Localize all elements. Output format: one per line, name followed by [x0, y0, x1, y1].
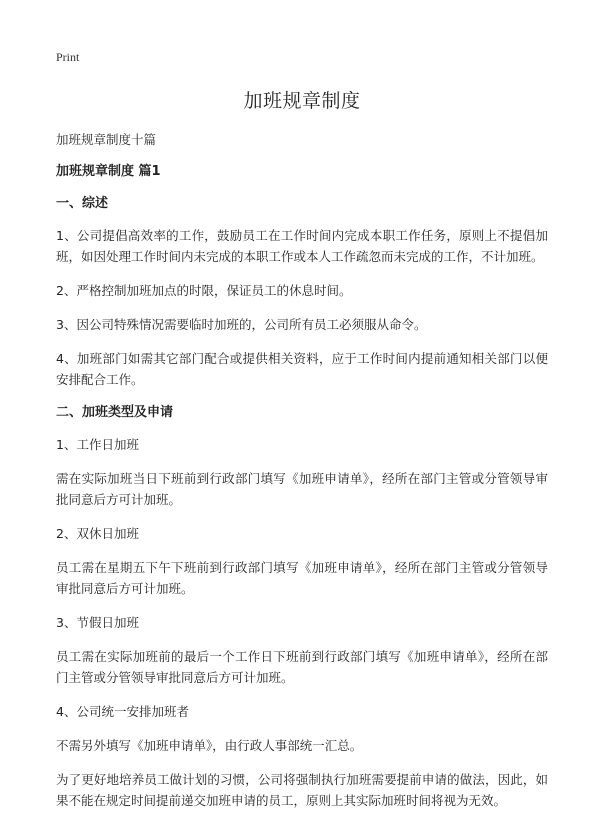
overview-item-2: 2、严格控制加班加点的时限，保证员工的休息时间。 — [56, 283, 352, 298]
section-heading-overtime-types: 二、加班类型及申请 — [56, 405, 174, 420]
overview-item-4: 4、加班部门如需其它部门配合或提供相关资料，应于工作时间内提前通知相关部门以便安排配合工作。 — [56, 351, 548, 387]
print-link[interactable]: Print — [56, 50, 80, 64]
workday-overtime-body: 需在实际加班当日下班前到行政部门填写《加班申请单》，经所在部门主管或分管领导审批同意后方可计加班。 — [56, 471, 548, 507]
section-heading-overview: 一、综述 — [56, 196, 109, 211]
closing-paragraph: 为了更好地培养员工做计划的习惯，公司将强制执行加班需要提前申请的做法，因此，如果不能在规定时间提前递交加班申请的员工，原则上其实际加班时间将视为无效。 — [56, 772, 548, 808]
weekend-overtime-title: 2、双休日加班 — [56, 526, 139, 541]
article-heading: 加班规章制度 篇1 — [56, 164, 161, 179]
weekend-overtime-body: 员工需在星期五下午下班前到行政部门填写《加班申请单》，经所在部门主管或分管领导审批同意后方可计加班。 — [56, 560, 548, 596]
page-title: 加班规章制度 — [243, 90, 361, 112]
document-subtitle: 加班规章制度十篇 — [56, 132, 157, 147]
company-arranged-overtime-title: 4、公司统一安排加班者 — [56, 704, 189, 719]
holiday-overtime-title: 3、节假日加班 — [56, 615, 139, 630]
workday-overtime-title: 1、工作日加班 — [56, 437, 139, 452]
overview-item-3: 3、因公司特殊情况需要临时加班的，公司所有员工必须服从命令。 — [56, 317, 427, 332]
holiday-overtime-body: 员工需在实际加班前的最后一个工作日下班前到行政部门填写《加班申请单》，经所在部门主管或分管领导审批同意后方可计加班。 — [56, 649, 548, 685]
overview-item-1: 1、公司提倡高效率的工作，鼓励员工在工作时间内完成本职工作任务，原则上不提倡加班，如因处理工作时间内未完成的本职工作或本人工作疏忽而未完成的工作，不计加班。 — [56, 228, 548, 264]
company-arranged-overtime-body: 不需另外填写《加班申请单》，由行政人事部统一汇总。 — [56, 738, 363, 753]
